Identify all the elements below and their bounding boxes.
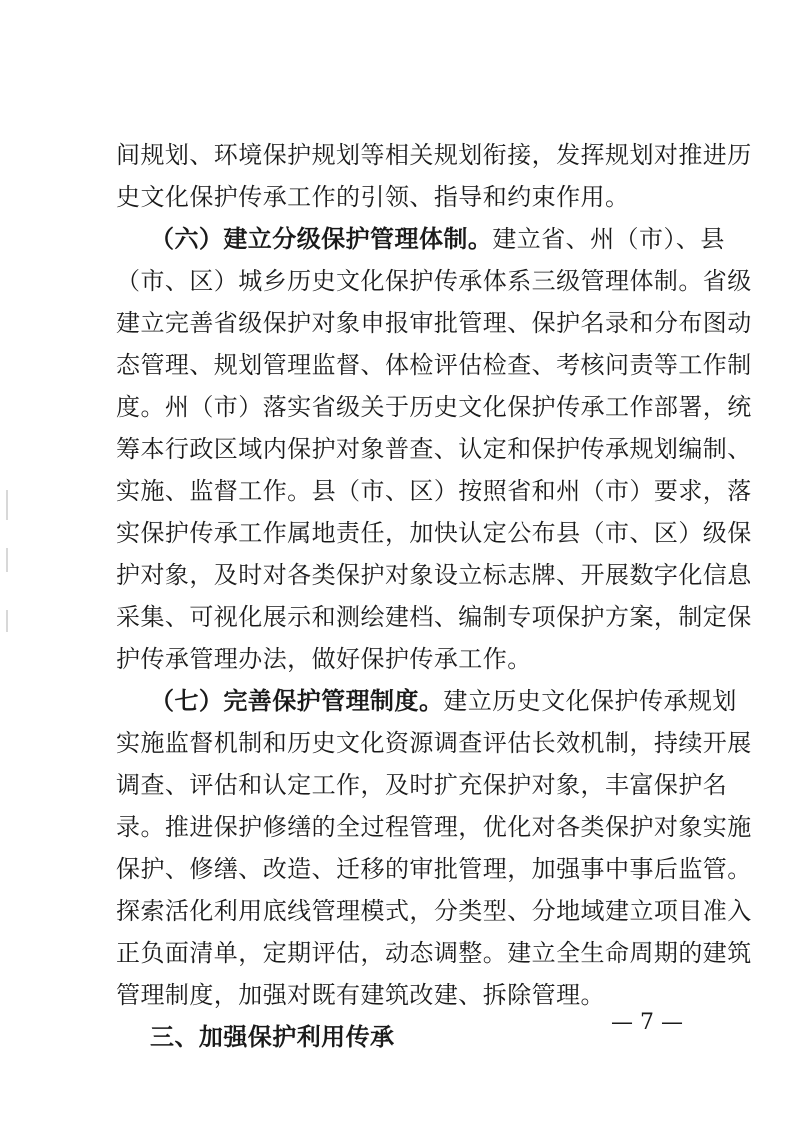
scan-artifact [6,490,8,520]
body-text-line: （市、区）城乡历史文化保护传承体系三级管理体制。省级 [116,267,752,295]
body-text-line: 管理制度，加强对既有建筑改建、拆除管理。 [116,981,605,1009]
scan-artifact [6,548,8,572]
body-text-line: 护传承管理办法，做好保护传承工作。 [116,645,532,673]
body-text-line: 实保护传承工作属地责任，加快认定公布县（市、区）级保 [116,519,752,547]
body-text-line: 录。推进保护修缮的全过程管理，优化对各类保护对象实施 [116,813,752,841]
section-6-first-line: （六）建立分级保护管理体制。建立省、州（市）、县 [150,225,725,253]
body-text-line: 实施监督机制和历史文化资源调查评估长效机制，持续开展 [116,729,752,757]
body-text-line: 保护、修缮、改造、迁移的审批管理，加强事中事后监管。 [116,855,752,883]
body-text-line: 态管理、规划管理监督、体检评估检查、考核问责等工作制 [116,351,752,379]
scan-artifact [6,610,8,632]
section-7-title: （七）完善保护管理制度。 [150,687,444,715]
body-text-line: 实施、监督工作。县（市、区）按照省和州（市）要求，落 [116,477,752,505]
body-text-line: 间规划、环境保护规划等相关规划衔接，发挥规划对推进历 [116,141,752,169]
body-text-line: 筹本行政区域内保护对象普查、认定和保护传承规划编制、 [116,435,752,463]
section-6-title: （六）建立分级保护管理体制。 [150,225,493,253]
body-text-line: 度。州（市）落实省级关于历史文化保护传承工作部署，统 [116,393,752,421]
body-text-line: 探索活化利用底线管理模式，分类型、分地域建立项目准入 [116,897,752,925]
body-text-line: 建立完善省级保护对象申报审批管理、保护名录和分布图动 [116,309,752,337]
body-text-line: 调查、评估和认定工作，及时扩充保护对象，丰富保护名 [116,771,728,799]
page-number: — 7 — [611,1010,683,1035]
section-heading: 三、加强保护利用传承 [150,1023,395,1051]
section-7-first-line: （七）完善保护管理制度。建立历史文化保护传承规划 [150,687,737,715]
body-text-line: 护对象，及时对各类保护对象设立标志牌、开展数字化信息 [116,561,752,589]
body-text-line: 采集、可视化展示和测绘建档、编制专项保护方案，制定保 [116,603,752,631]
body-text-line: 史文化保护传承工作的引领、指导和约束作用。 [116,183,630,211]
body-text-line: 正负面清单，定期评估，动态调整。建立全生命周期的建筑 [116,939,752,967]
